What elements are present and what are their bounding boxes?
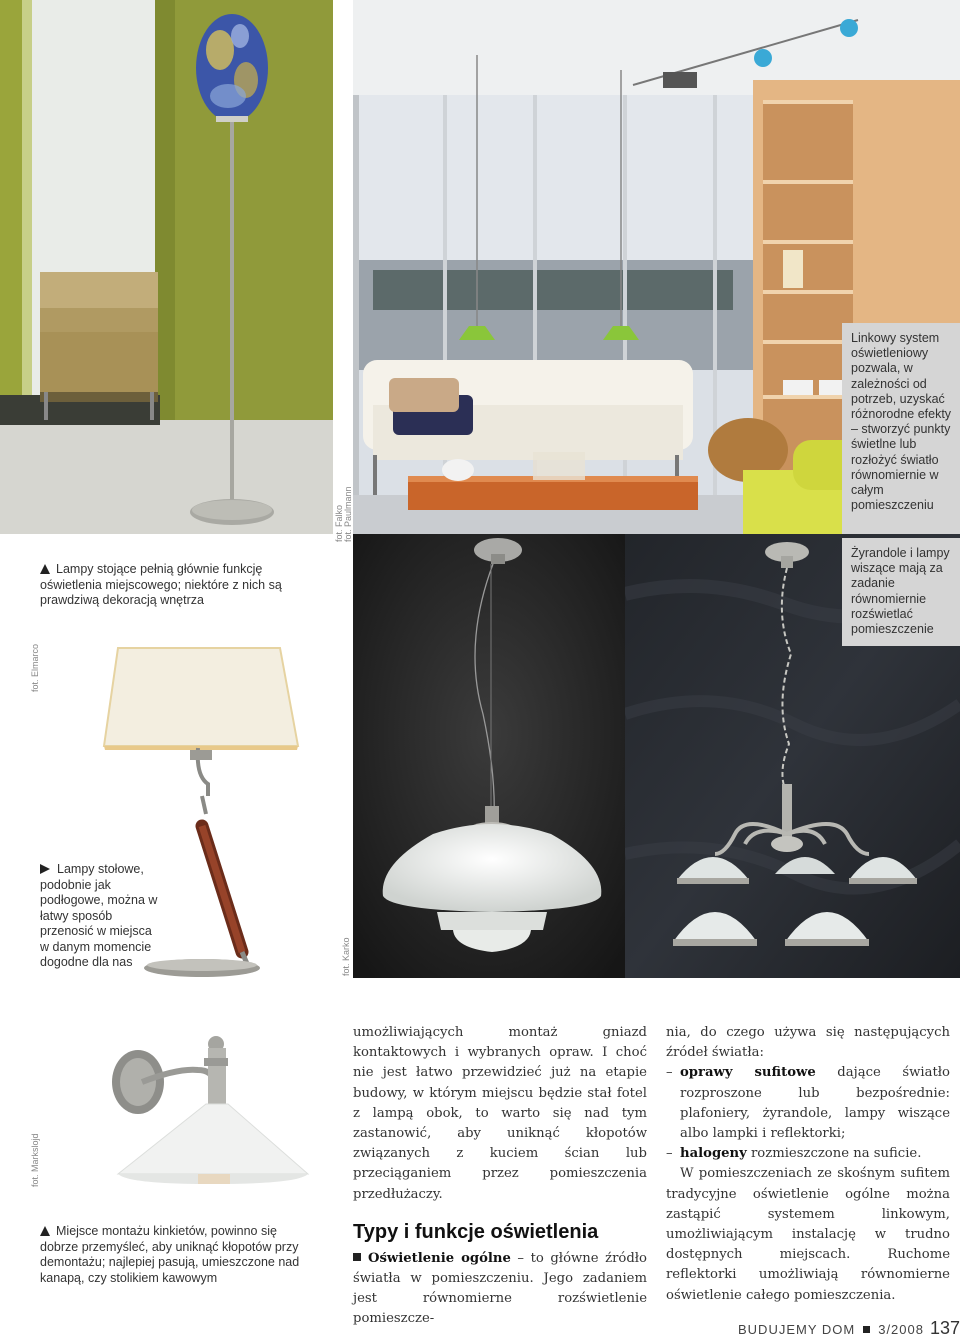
issue-number: 3/2008 bbox=[878, 1322, 924, 1337]
article-paragraph: Oświetlenie ogólne – to główne źródło światła w pomieszczeniu. Jego zadaniem jest równomierne rozświetlenie pomieszcze- bbox=[353, 1250, 647, 1327]
triangle-up-icon bbox=[40, 1226, 50, 1236]
credit-elmarco: fot. Elmarco bbox=[30, 643, 40, 692]
caption-floor-lamps: Lampy stojące pełnią głównie funkcję oświetlenia miejscowego; niektóre z nich są prawdziwą dekoracją wnętrza bbox=[40, 562, 282, 607]
list-item: – oprawy sufitowe dające światło rozproszone lub bezpośrednie: plafoniery, żyrandole, lampy wiszące albo lampki i reflektorki; bbox=[666, 1065, 950, 1142]
caption-chandeliers: Żyrandole i lampy wiszące mają za zadanie równomiernie rozświetlać pomieszczenie bbox=[842, 538, 960, 646]
article-paragraph: W pomieszczeniach ze skośnym sufitem tradycyjne oświetlenie ogólne można zastąpić systemem linkowym, umożliwiającym instalację w trudno dostępnych miejscach. Ruchome reflektorki umożliwiają równomierne oświetlenie całego pomieszczenia. bbox=[666, 1166, 950, 1303]
triangle-right-icon bbox=[40, 864, 50, 874]
section-heading: Typy i funkcje oświetlenia bbox=[353, 1220, 599, 1243]
page-number: 137 bbox=[930, 1318, 960, 1338]
square-bullet-icon bbox=[353, 1253, 361, 1261]
credit-paulmann: fot. Paulmann bbox=[343, 486, 353, 542]
wall-sconce-photo bbox=[98, 1030, 323, 1190]
caption-table-lamps: Lampy stołowe, podobnie jak podłogowe, można w łatwy sposób przenosić w miejsca w danym momencie dogodne dla nas bbox=[40, 862, 158, 969]
triangle-up-icon bbox=[40, 564, 50, 574]
caption-track-system: Linkowy system oświetleniowy pozwala, w zależności od potrzeb, uzyskać różnorodne efekty – stworzyć punkty świetlne lub rozłożyć światło równomiernie w całym pomieszczeniu bbox=[842, 323, 960, 534]
article-paragraph: umożliwiających montaż gniazd kontaktowych i wybranych opraw. I choć nie jest łatwo przewidzieć już na etapie budowy, w którym miejscu będzie stał fotel z lampą obok, to warto się nad tym zastanowić, aby uniknąć kłopotów związanych z kuciem ścian lub przeciąganiem przez pomieszczenia przedłużaczy. bbox=[353, 1025, 647, 1202]
floor-lamp-photo bbox=[0, 0, 333, 534]
footer-magazine bbox=[738, 1322, 924, 1337]
pendant-lamp-photo bbox=[353, 534, 625, 978]
article-paragraph: nia, do czego używa się następujących źródeł światła: bbox=[666, 1025, 950, 1061]
credit-markslojd: fot. Markslojd bbox=[30, 1133, 40, 1187]
magazine-title: BUDUJEMY DOM bbox=[738, 1322, 856, 1337]
credit-karko: fot. Karko bbox=[341, 937, 351, 976]
credit-falko: fot. Falko bbox=[334, 504, 344, 542]
caption-sconces: Miejsce montażu kinkietów, powinno się dobrze przemyśleć, aby uniknąć kłopotów przy demontażu; najlepiej pasują, umieszczone nad kanapą, czy stolikiem kawowym bbox=[40, 1224, 300, 1285]
article-column-2 bbox=[666, 1023, 950, 1306]
list-item: – halogeny rozmieszczone na suficie. bbox=[666, 1146, 922, 1162]
square-bullet-icon bbox=[863, 1326, 870, 1333]
article-column-1 bbox=[353, 1023, 647, 1330]
